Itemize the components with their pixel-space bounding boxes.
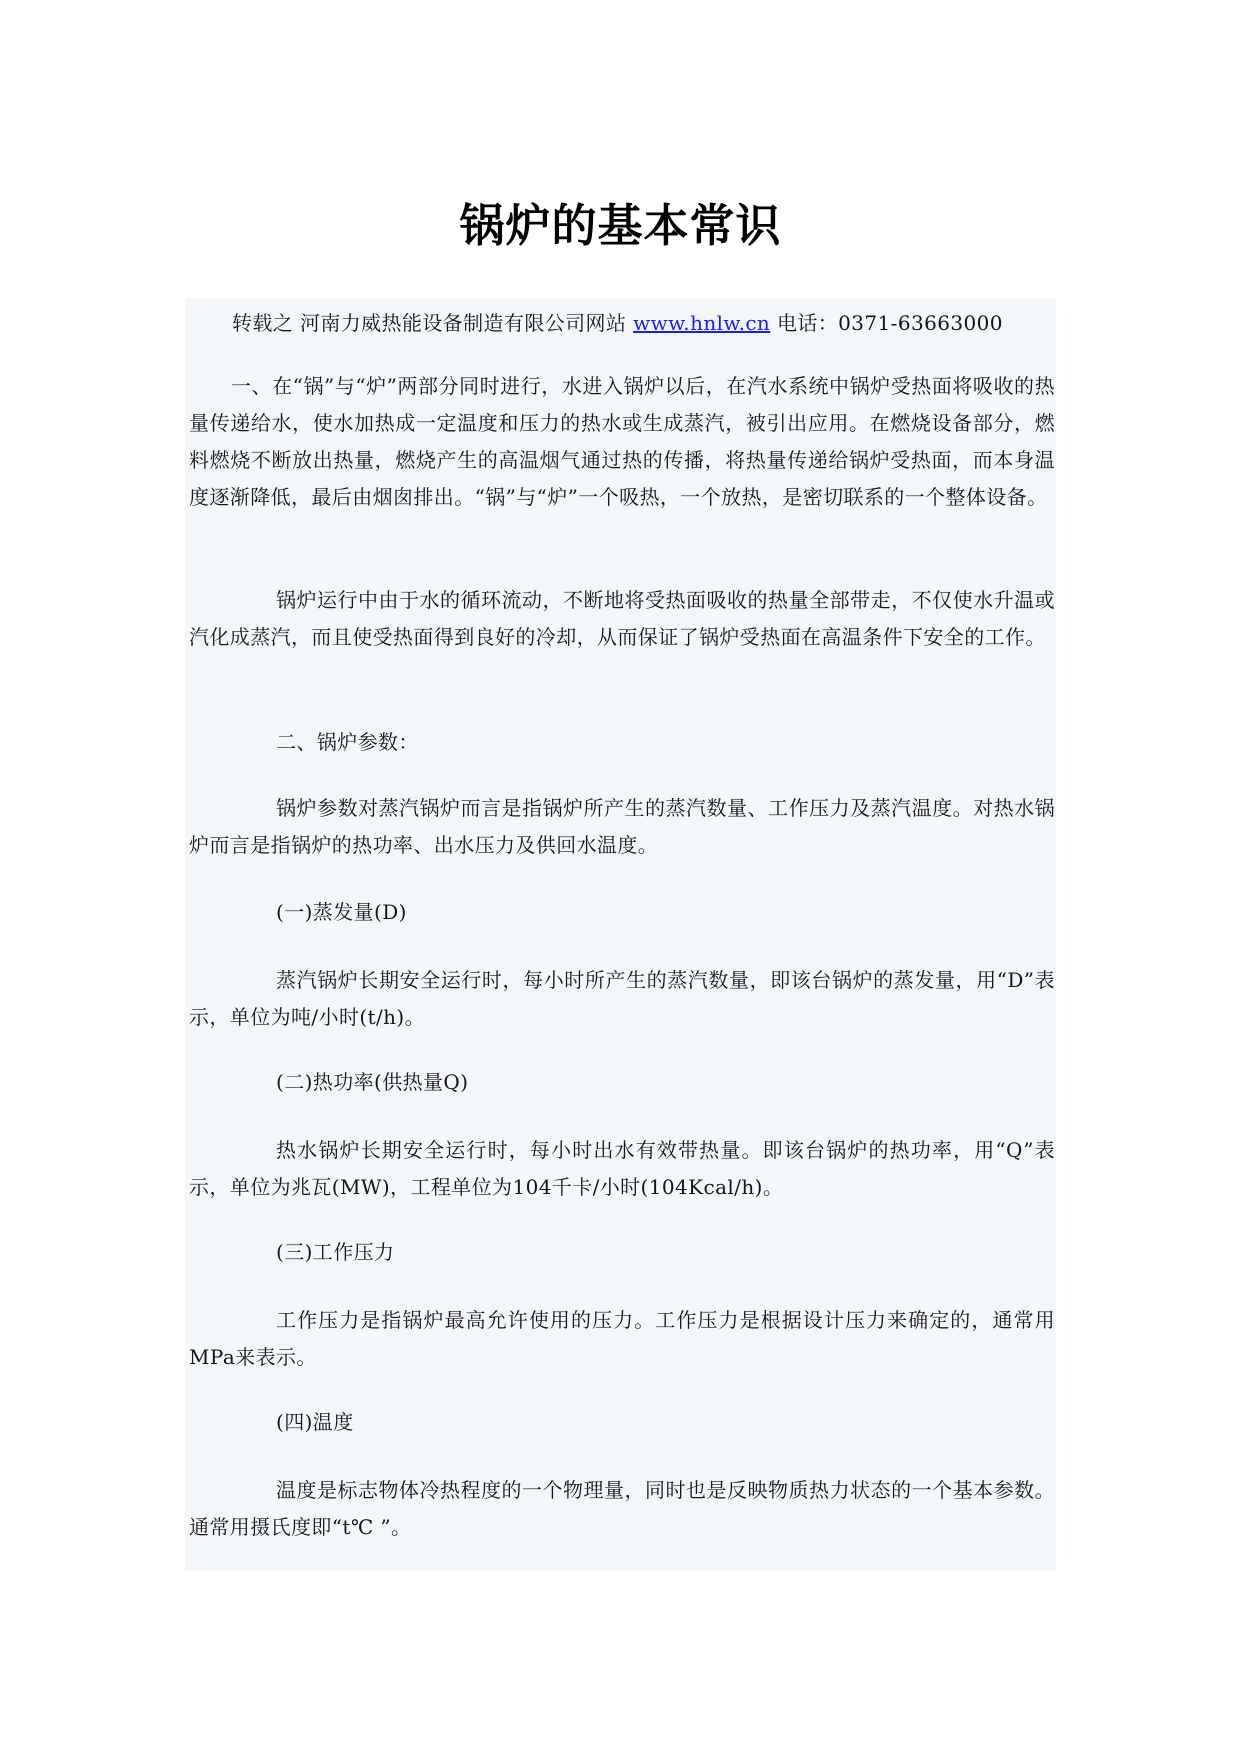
paragraph-3: 锅炉参数对蒸汽锅炉而言是指锅炉所产生的蒸汽数量、工作压力及蒸汽温度。对热水锅炉而言是指锅炉的热功率、出水压力及供回水温度。 (189, 796, 1055, 857)
phone-number: 电话：0371-63663000 (776, 311, 1003, 335)
website-link[interactable]: www.hnlw.cn (633, 311, 771, 335)
paragraph-6: 工作压力是指锅炉最高允许使用的压力。工作压力是根据设计压力来确定的，通常用MPa来表示。 (189, 1308, 1055, 1369)
page-title: 锅炉的基本常识 (459, 199, 782, 252)
subheading-thermal-power: (二)热功率(供热量Q) (276, 1070, 469, 1094)
paragraph-7: 温度是标志物体冷热程度的一个物理量，同时也是反映物质热力状态的一个基本参数。通常用摄氏度即“t℃ ”。 (189, 1478, 1055, 1539)
subheading-temperature: (四)温度 (276, 1410, 354, 1434)
paragraph-1: 一、在“锅”与“炉”两部分同时进行，水进入锅炉以后，在汽水系统中锅炉受热面将吸收的热量传递给水，使水加热成一定温度和压力的热水或生成蒸汽，被引出应用。在燃烧设备部分，燃料燃烧不断放出热量，燃烧产生的高温烟气通过热的传播，将热量传递给锅炉受热面，而本身温度逐渐降低，最后由烟囱排出。“锅”与“炉”一个吸热，一个放热，是密切联系的一个整体设备。 (189, 374, 1055, 509)
subheading-working-pressure: (三)工作压力 (276, 1240, 395, 1264)
paragraph-2: 锅炉运行中由于水的循环流动，不断地将受热面吸收的热量全部带走，不仅使水升温或汽化成蒸汽，而且使受热面得到良好的冷却，从而保证了锅炉受热面在高温条件下安全的工作。 (189, 588, 1055, 649)
source-prefix: 转载之 河南力威热能设备制造有限公司网站 (232, 311, 627, 335)
subheading-evaporation: (一)蒸发量(D) (276, 900, 407, 924)
paragraph-5: 热水锅炉长期安全运行时，每小时出水有效带热量。即该台锅炉的热功率，用“Q”表示，单位为兆瓦(MW)，工程单位为104千卡/小时(104Kcal/h)。 (189, 1138, 1055, 1199)
section-heading-params: 二、锅炉参数： (276, 730, 419, 754)
paragraph-4: 蒸汽锅炉长期安全运行时，每小时所产生的蒸汽数量，即该台锅炉的蒸发量，用“D”表示，单位为吨/小时(t/h)。 (189, 968, 1055, 1029)
source-line (232, 306, 1052, 340)
